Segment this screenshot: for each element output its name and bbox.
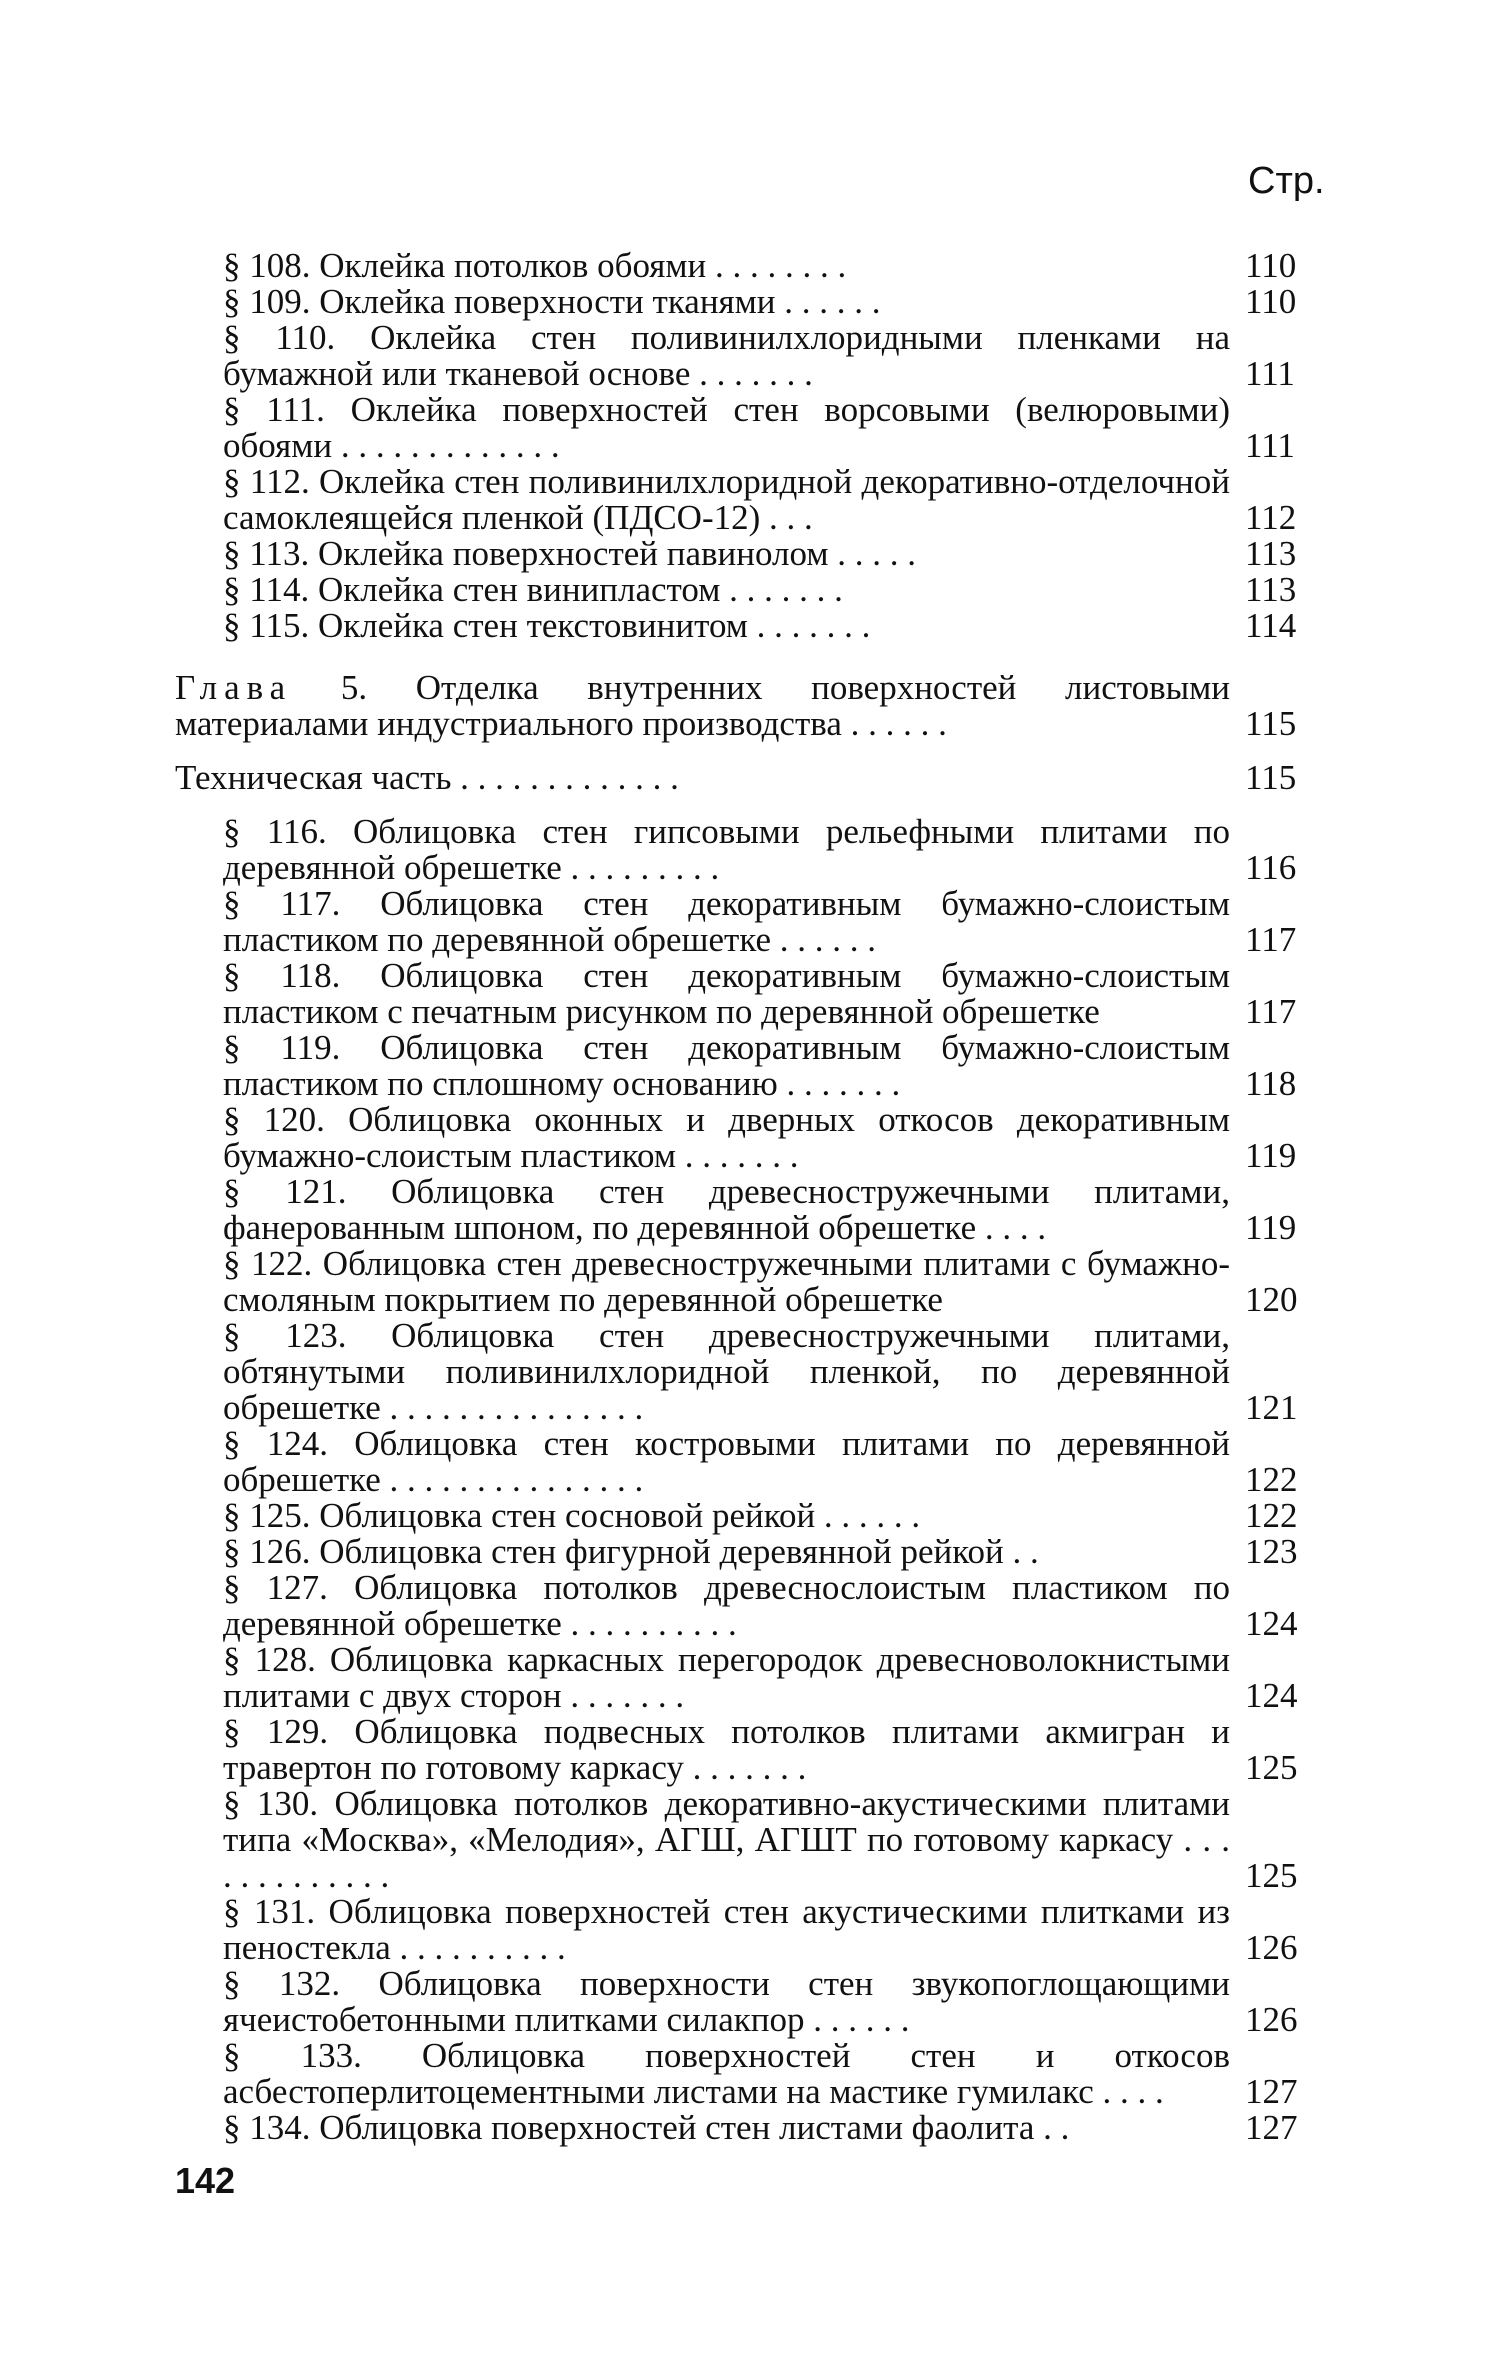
toc-section-entry — [175, 1498, 1335, 1534]
toc-entry-page: 110 — [1245, 246, 1297, 285]
toc-entry-page: 117 — [1245, 920, 1297, 959]
toc-section-entry — [175, 1570, 1335, 1642]
toc-entry-page: 119 — [1245, 1136, 1297, 1175]
toc-section-entry — [175, 1714, 1335, 1786]
toc-section-entry — [175, 2110, 1335, 2146]
toc-section-entry — [175, 2038, 1335, 2110]
toc-entry-page: 110 — [1245, 282, 1297, 321]
toc-entry-page: 120 — [1245, 1280, 1298, 1319]
toc-entry-page: 126 — [1245, 2000, 1298, 2039]
toc-entry-page: 119 — [1245, 1208, 1297, 1247]
toc-entry-title: § 124. Облицовка стен костровыми плитами по деревянной обрешетке . . . . . . . . . . . . . . . — [223, 1424, 1230, 1499]
toc-entry-title: § 118. Облицовка стен декоративным бумажно-слоистым пластиком с печатным рисунком по деревянной обрешетке — [223, 956, 1230, 1031]
toc-entry-title: § 134. Облицовка поверхностей стен листами фаолита . . — [223, 2108, 1070, 2147]
toc-entry-title: § 130. Облицовка потолков декоративно-акустическими плитами типа «Москва», «Мелодия», АГШ, АГШТ по готовому каркасу . . . . . . . . . . . . . — [223, 1784, 1230, 1895]
toc-section-entry — [175, 814, 1335, 886]
toc-section-entry — [175, 392, 1335, 464]
toc-entry-page: 115 — [1245, 704, 1297, 743]
toc-section-entry — [175, 1534, 1335, 1570]
toc-section-entry — [175, 1966, 1335, 2038]
toc-section-entry — [175, 572, 1335, 608]
toc-entry-title: § 110. Оклейка стен поливинилхлоридными пленками на бумажной или тканевой основе . . . . . . . — [223, 318, 1230, 393]
toc-entry-title: § 123. Облицовка стен древесностружечными плитами, обтянутыми поливинилхлоридной пленкой, по деревянной обрешетке . . . . . . . . . . . . . . . — [223, 1316, 1230, 1427]
toc-entry-page: 121 — [1245, 1388, 1298, 1427]
chapter-title: 5. Отделка внутренних поверхностей листовыми материалами индустриального производства . . . . . . — [175, 668, 1231, 743]
toc-entry-page: 113 — [1245, 570, 1297, 609]
toc-entry-page: 113 — [1245, 534, 1297, 573]
toc-section-entry — [175, 1786, 1335, 1894]
toc-part-entry — [175, 760, 1335, 796]
toc-entry-page: 122 — [1245, 1496, 1298, 1535]
page-number: 142 — [175, 2160, 236, 2201]
toc-section-entry — [175, 1426, 1335, 1498]
toc-entry-title: § 111. Оклейка поверхностей стен ворсовыми (велюровыми) обоями . . . . . . . . . . . . . — [223, 390, 1230, 465]
toc-entry-title: § 125. Облицовка стен сосновой рейкой . . . . . . — [223, 1496, 921, 1535]
toc-entry-title: § 127. Облицовка потолков древеснослоистым пластиком по деревянной обрешетке . . . . . . . . . . — [223, 1568, 1230, 1643]
toc-entry-page: 123 — [1245, 1532, 1298, 1571]
toc-entry-title: § 122. Облицовка стен древесностружечными плитами с бумажно-смоляным покрытием по деревянной обрешетке — [223, 1244, 1230, 1319]
toc-entry-title: § 129. Облицовка подвесных потолков плитами акмигран и травертон по готовому каркасу . . . . . . . — [223, 1712, 1230, 1787]
toc-entry-title: § 109. Оклейка поверхности тканями . . . . . . — [223, 282, 881, 321]
toc-entry-page: 116 — [1245, 848, 1297, 887]
toc-entry-title: § 108. Оклейка потолков обоями . . . . . . . . — [223, 246, 847, 285]
toc-section-entry — [175, 886, 1335, 958]
toc-entry-page: 118 — [1245, 1064, 1297, 1103]
toc-section-entry — [175, 1246, 1335, 1318]
toc-entry-title: § 114. Оклейка стен винипластом . . . . . . . — [223, 570, 843, 609]
toc-entry-page: 127 — [1245, 2072, 1298, 2111]
toc-section-entry — [175, 1174, 1335, 1246]
toc-section-entry — [175, 320, 1335, 392]
toc-section-entry — [175, 608, 1335, 644]
table-of-contents — [175, 248, 1335, 2146]
toc-entry-title: § 116. Облицовка стен гипсовыми рельефными плитами по деревянной обрешетке . . . . . . . . . — [223, 812, 1230, 887]
toc-entry-title: § 132. Облицовка поверхности стен звукопоглощающими ячеистобетонными плитками силакпор . . . . . . — [223, 1964, 1230, 2039]
toc-entry-title: § 128. Облицовка каркасных перегородок древесноволокнистыми плитами с двух сторон . . . . . . . — [223, 1640, 1230, 1715]
toc-entry-page: 122 — [1245, 1460, 1298, 1499]
toc-entry-page: 115 — [1245, 758, 1297, 797]
toc-entry-title: § 121. Облицовка стен древесностружечными плитами, фанерованным шпоном, по деревянной обрешетке . . . . — [223, 1172, 1230, 1247]
toc-entry-title: § 131. Облицовка поверхностей стен акустическими плитками из пеностекла . . . . . . . . . . — [223, 1892, 1230, 1967]
toc-entry-page: 125 — [1245, 1748, 1298, 1787]
toc-entry-page: 124 — [1245, 1604, 1298, 1643]
toc-chapter-entry — [175, 670, 1335, 742]
page-column-label: Стр. — [1248, 160, 1325, 202]
toc-section-entry — [175, 284, 1335, 320]
toc-entry-title: § 115. Оклейка стен текстовинитом . . . . . . . — [223, 606, 871, 645]
toc-entry-title: § 126. Облицовка стен фигурной деревянной рейкой . . — [223, 1532, 1039, 1571]
toc-entry-page: 125 — [1245, 1856, 1298, 1895]
toc-entry-page: 111 — [1245, 426, 1295, 465]
toc-entry-page: 127 — [1245, 2108, 1298, 2147]
toc-section-entry — [175, 1894, 1335, 1966]
toc-section-entry — [175, 248, 1335, 284]
toc-entry-page: 114 — [1245, 606, 1297, 645]
toc-entry-title — [175, 670, 1230, 742]
toc-entry-title: § 133. Облицовка поверхностей стен и откосов асбестоперлитоцементными листами на мастике гумилакс . . . . — [223, 2036, 1230, 2111]
toc-section-entry — [175, 1318, 1335, 1426]
toc-section-entry — [175, 536, 1335, 572]
toc-entry-title: Техническая часть . . . . . . . . . . . . . — [175, 758, 679, 797]
toc-entry-page: 111 — [1245, 354, 1295, 393]
toc-entry-page: 126 — [1245, 1928, 1298, 1967]
chapter-label: Глава — [175, 668, 293, 707]
toc-section-entry — [175, 1030, 1335, 1102]
toc-entry-title: § 119. Облицовка стен декоративным бумажно-слоистым пластиком по сплошному основанию . . . . . . . — [223, 1028, 1230, 1103]
toc-section-entry — [175, 464, 1335, 536]
toc-entry-title: § 120. Облицовка оконных и дверных откосов декоративным бумажно-слоистым пластиком . . . . . . . — [223, 1100, 1230, 1175]
toc-entry-page: 112 — [1245, 498, 1297, 537]
toc-entry-page: 124 — [1245, 1676, 1298, 1715]
toc-section-entry — [175, 1642, 1335, 1714]
toc-entry-title: § 113. Оклейка поверхностей павинолом . . . . . — [223, 534, 916, 573]
toc-section-entry — [175, 1102, 1335, 1174]
toc-entry-title: § 112. Оклейка стен поливинилхлоридной декоративно-отделочной самоклеящейся пленкой (ПДСО-12) . . . — [223, 462, 1230, 537]
toc-section-entry — [175, 958, 1335, 1030]
toc-entry-page: 117 — [1245, 992, 1297, 1031]
toc-entry-title: § 117. Облицовка стен декоративным бумажно-слоистым пластиком по деревянной обрешетке . . . . . . — [223, 884, 1230, 959]
